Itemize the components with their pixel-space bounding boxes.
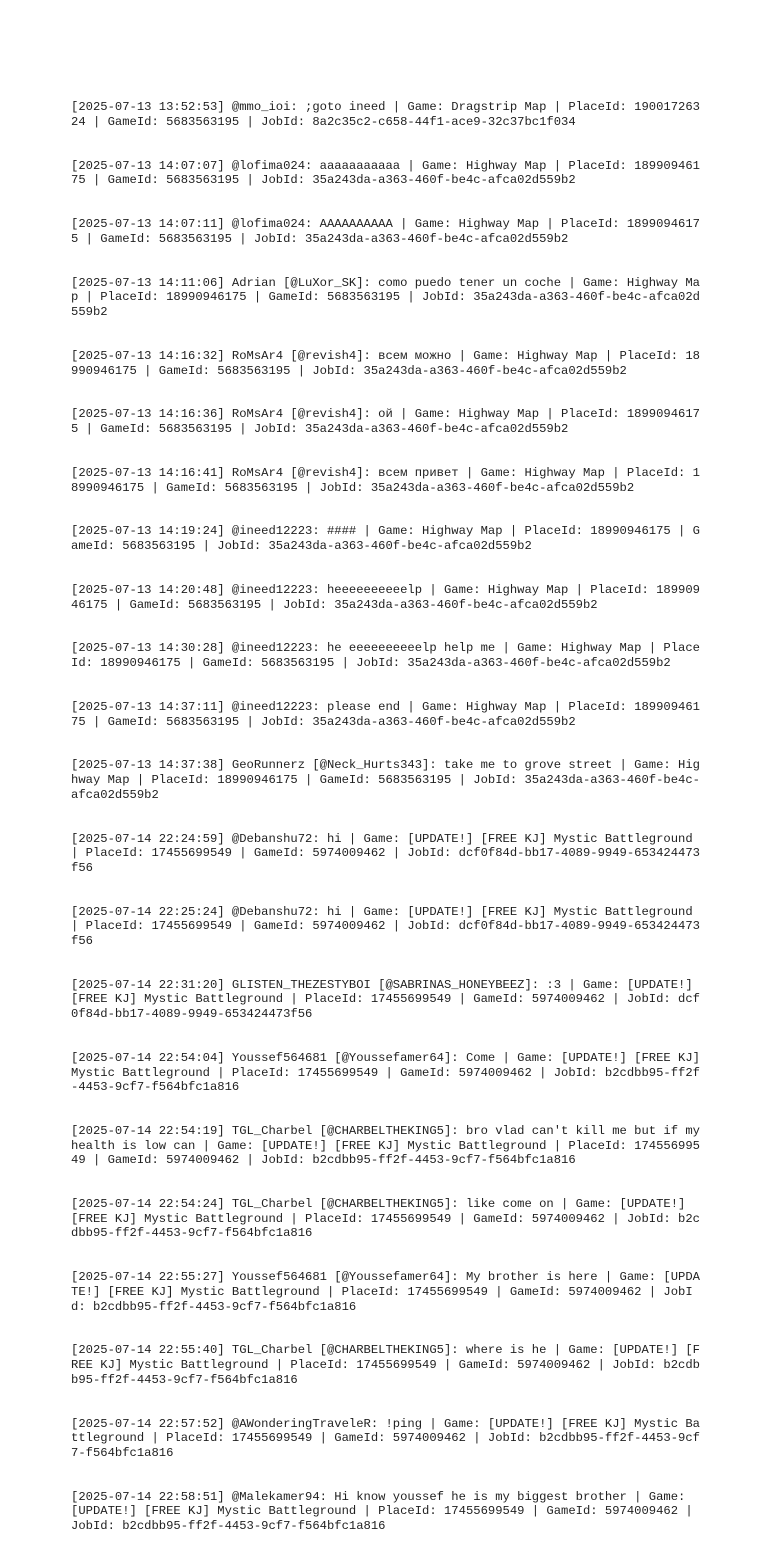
log-entry: [2025-07-14 22:25:24] @Debanshu72: hi | Game: [UPDATE!] [FREE KJ] Mystic Battleground | PlaceId: 17455699549 | GameId: 5974009462 | JobId: dcf0f84d-bb17-4089-9949-653424473f56 [71, 904, 700, 948]
log-entry: [2025-07-13 14:16:32] RoMsAr4 [@revish4]: всем можно | Game: Highway Map | PlaceId: 18990946175 | GameId: 5683563195 | JobId: 35a243da-a363-460f-be4c-afca02d559b2 [71, 348, 700, 378]
log-entry: [2025-07-14 22:57:52] @AWonderingTraveleR: !ping | Game: [UPDATE!] [FREE KJ] Mystic Battleground | PlaceId: 17455699549 | GameId: 5974009462 | JobId: b2cdbb95-ff2f-4453-9cf7-f564bfc1a816 [71, 1416, 700, 1460]
log-entry: [2025-07-13 14:30:28] @ineed12223: he eeeeeeeeeelp help me | Game: Highway Map | PlaceId: 18990946175 | GameId: 5683563195 | JobId: 35a243da-a363-460f-be4c-afca02d559b2 [71, 641, 700, 670]
log-entry: [2025-07-13 14:37:38] GeoRunnerz [@Neck_Hurts343]: take me to grove street | Game: Highway Map | PlaceId: 18990946175 | GameId: 5683563195 | JobId: 35a243da-a363-460f-be4c-afca02d559b2 [71, 758, 700, 802]
log-entry: [2025-07-14 22:31:20] GLISTEN_THEZESTYBOI [@SABRINAS_HONEYBEEZ]: :3 | Game: [UPDATE!] [FREE KJ] Mystic Battleground | PlaceId: 17455699549 | GameId: 5974009462 | JobId: dcf0f84d-bb17-4089-9949-653424473f56 [71, 977, 700, 1021]
log-entry: [2025-07-13 14:16:41] RoMsAr4 [@revish4]: всем привет | Game: Highway Map | PlaceId: 18990946175 | GameId: 5683563195 | JobId: 35a243da-a363-460f-be4c-afca02d559b2 [71, 465, 700, 495]
log-entry: [2025-07-13 14:16:36] RoMsAr4 [@revish4]: ой | Game: Highway Map | PlaceId: 18990946175 | GameId: 5683563195 | JobId: 35a243da-a363-460f-be4c-afca02d559b2 [71, 407, 700, 436]
log-entry: [2025-07-14 22:58:51] @Malekamer94: Hi know youssef he is my biggest brother | Game: [UPDATE!] [FREE KJ] Mystic Battleground | PlaceId: 17455699549 | GameId: 5974009462 | JobId: b2cdbb95-ff2f-4453-9cf7-f564bfc1a816 [71, 1489, 700, 1533]
log-page [71, 71, 708, 1563]
log-entry: [2025-07-14 22:55:27] Youssef564681 [@Youssefamer64]: My brother is here | Game: [UPDATE!] [FREE KJ] Mystic Battleground | PlaceId: 17455699549 | GameId: 5974009462 | JobId: b2cdbb95-ff2f-4453-9cf7-f564bfc1a816 [71, 1270, 700, 1314]
log-entry: [2025-07-13 14:19:24] @ineed12223: #### | Game: Highway Map | PlaceId: 18990946175 | GameId: 5683563195 | JobId: 35a243da-a363-460f-be4c-afca02d559b2 [71, 524, 700, 553]
log-entry: [2025-07-13 14:37:11] @ineed12223: please end | Game: Highway Map | PlaceId: 18990946175 | GameId: 5683563195 | JobId: 35a243da-a363-460f-be4c-afca02d559b2 [71, 699, 700, 729]
chat-log [71, 71, 708, 1563]
log-entry: [2025-07-13 14:11:06] Adrian [@LuXor_SK]: como puedo tener un coche | Game: Highway Map | PlaceId: 18990946175 | GameId: 5683563195 | JobId: 35a243da-a363-460f-be4c-afca02d559b2 [71, 275, 700, 319]
log-entry: [2025-07-14 22:54:24] TGL_Charbel [@CHARBELTHEKING5]: like come on | Game: [UPDATE!] [FREE KJ] Mystic Battleground | PlaceId: 17455699549 | GameId: 5974009462 | JobId: b2cdbb95-ff2f-4453-9cf7-f564bfc1a816 [71, 1197, 700, 1241]
log-entry: [2025-07-13 13:52:53] @mmo_ioi: ;goto ineed | Game: Dragstrip Map | PlaceId: 19001726324 | GameId: 5683563195 | JobId: 8a2c35c2-c658-44f1-ace9-32c37bc1f034 [71, 100, 700, 129]
log-entry: [2025-07-14 22:54:19] TGL_Charbel [@CHARBELTHEKING5]: bro vlad can't kill me but if my health is low can | Game: [UPDATE!] [FREE KJ] Mystic Battleground | PlaceId: 17455699549 | GameId: 5974009462 | JobId: b2cdbb95-ff2f-4453-9cf7-f564bfc1a816 [71, 1124, 708, 1168]
log-entry: [2025-07-14 22:54:04] Youssef564681 [@Youssefamer64]: Come | Game: [UPDATE!] [FREE KJ] Mystic Battleground | PlaceId: 17455699549 | GameId: 5974009462 | JobId: b2cdbb95-ff2f-4453-9cf7-f564bfc1a816 [71, 1050, 708, 1095]
log-entry: [2025-07-14 22:55:40] TGL_Charbel [@CHARBELTHEKING5]: where is he | Game: [UPDATE!] [FREE KJ] Mystic Battleground | PlaceId: 17455699549 | GameId: 5974009462 | JobId: b2cdbb95-ff2f-4453-9cf7-f564bfc1a816 [71, 1343, 700, 1387]
log-entry: [2025-07-14 22:24:59] @Debanshu72: hi | Game: [UPDATE!] [FREE KJ] Mystic Battleground | PlaceId: 17455699549 | GameId: 5974009462 | JobId: dcf0f84d-bb17-4089-9949-653424473f56 [71, 831, 700, 875]
log-entry: [2025-07-13 14:07:07] @lofima024: aaaaaaaaaaa | Game: Highway Map | PlaceId: 18990946175 | GameId: 5683563195 | JobId: 35a243da-a363-460f-be4c-afca02d559b2 [71, 158, 700, 188]
log-entry: [2025-07-13 14:07:11] @lofima024: AAAAAAAAAA | Game: Highway Map | PlaceId: 18990946175 | GameId: 5683563195 | JobId: 35a243da-a363-460f-be4c-afca02d559b2 [71, 217, 700, 246]
log-entry: [2025-07-13 14:20:48] @ineed12223: heeeeeeeeeelp | Game: Highway Map | PlaceId: 18990946175 | GameId: 5683563195 | JobId: 35a243da-a363-460f-be4c-afca02d559b2 [71, 582, 700, 612]
